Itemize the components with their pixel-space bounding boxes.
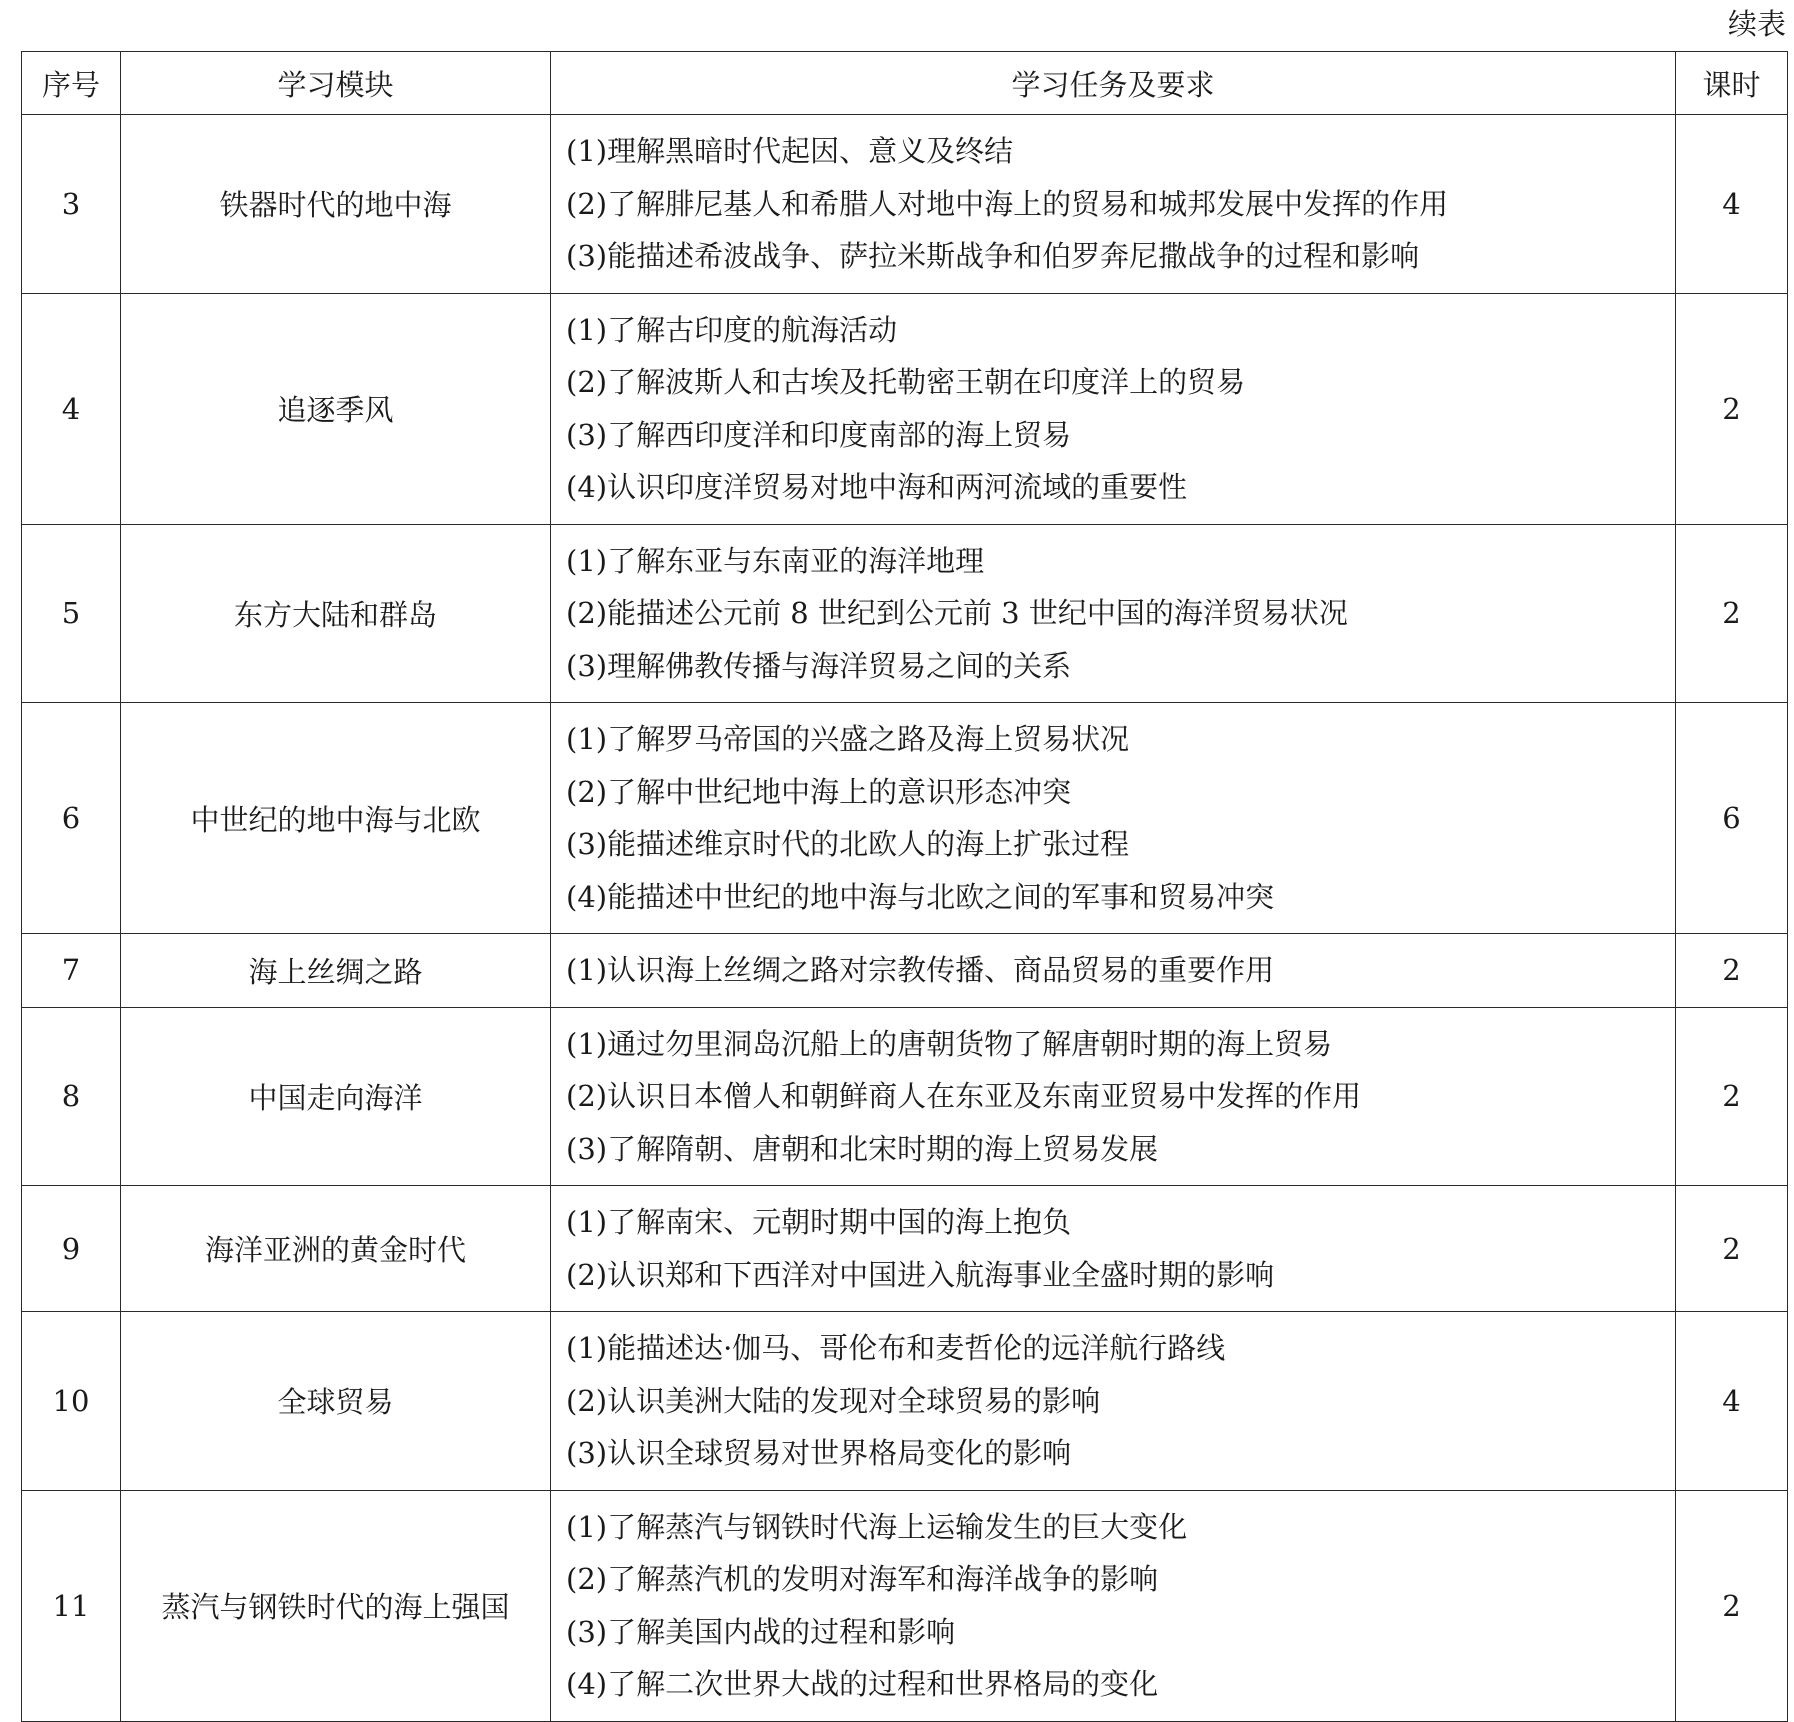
task-requirement-item: (2)了解蒸汽机的发明对海军和海洋战争的影响 [566, 1562, 1159, 1596]
table-row [22, 934, 1788, 1008]
task-requirements-cell [551, 524, 1676, 703]
module-name-cell: 中世纪的地中海与北欧 [121, 703, 551, 934]
table-row [22, 1007, 1788, 1186]
serial-number-cell: 9 [22, 1186, 121, 1312]
task-requirement-item: (1)了解东亚与东南亚的海洋地理 [566, 543, 985, 578]
task-requirement-item: (1)了解古印度的航海活动 [566, 312, 898, 347]
task-requirement-item: (4)认识印度洋贸易对地中海和两河流域的重要性 [566, 470, 1188, 504]
task-requirements-cell [551, 703, 1676, 934]
serial-number-cell: 3 [22, 115, 121, 294]
task-requirement-item: (2)能描述公元前 8 世纪到公元前 3 世纪中国的海洋贸易状况 [566, 596, 1348, 630]
task-requirement-item: (2)了解腓尼基人和希腊人对地中海上的贸易和城邦发展中发挥的作用 [566, 186, 1449, 221]
task-requirement-item: (2)认识郑和下西洋对中国进入航海事业全盛时期的影响 [566, 1257, 1275, 1292]
task-requirement-item: (1)理解黑暗时代起因、意义及终结 [566, 134, 1014, 168]
class-hours-cell: 2 [1676, 1007, 1788, 1186]
task-requirement-item: (3)了解美国内战的过程和影响 [566, 1614, 956, 1649]
serial-number-cell: 5 [22, 524, 121, 703]
class-hours-cell: 6 [1676, 703, 1788, 934]
serial-number-cell: 10 [22, 1312, 121, 1491]
curriculum-table [21, 51, 1788, 1722]
task-requirements-cell [551, 1007, 1676, 1186]
task-requirement-item: (3)理解佛教传播与海洋贸易之间的关系 [566, 648, 1072, 683]
module-name-cell: 东方大陆和群岛 [121, 524, 551, 703]
table-row [22, 524, 1788, 703]
header-class-hours: 课时 [1676, 52, 1788, 115]
class-hours-cell: 4 [1676, 115, 1788, 294]
task-requirements-cell [551, 115, 1676, 294]
class-hours-cell: 4 [1676, 1312, 1788, 1491]
continued-table-label: 续表 [1727, 7, 1786, 41]
table-row [22, 115, 1788, 294]
header-learning-module: 学习模块 [121, 52, 551, 115]
task-requirements-cell [551, 934, 1676, 1008]
task-requirement-item: (1)认识海上丝绸之路对宗教传播、商品贸易的重要作用 [566, 953, 1275, 987]
serial-number-cell: 7 [22, 934, 121, 1008]
task-requirements-cell [551, 293, 1676, 524]
task-requirement-item: (1)通过勿里洞岛沉船上的唐朝货物了解唐朝时期的海上贸易 [566, 1026, 1333, 1061]
table-row [22, 1186, 1788, 1312]
task-requirement-item: (4)能描述中世纪的地中海与北欧之间的军事和贸易冲突 [566, 879, 1275, 914]
task-requirement-item: (2)了解波斯人和古埃及托勒密王朝在印度洋上的贸易 [566, 365, 1246, 399]
table-header-row [22, 52, 1788, 115]
module-name-cell: 海洋亚洲的黄金时代 [121, 1186, 551, 1312]
header-serial-number: 序号 [22, 52, 121, 115]
task-requirement-item: (1)了解南宋、元朝时期中国的海上抱负 [566, 1205, 1072, 1239]
task-requirements-cell [551, 1186, 1676, 1312]
task-requirement-item: (2)了解中世纪地中海上的意识形态冲突 [566, 774, 1072, 809]
serial-number-cell: 8 [22, 1007, 121, 1186]
task-requirement-item: (1)了解蒸汽与钢铁时代海上运输发生的巨大变化 [566, 1509, 1188, 1544]
task-requirement-item: (2)认识日本僧人和朝鲜商人在东亚及东南亚贸易中发挥的作用 [566, 1079, 1362, 1113]
table-row [22, 1490, 1788, 1721]
serial-number-cell: 11 [22, 1490, 121, 1721]
class-hours-cell: 2 [1676, 524, 1788, 703]
task-requirement-item: (3)能描述维京时代的北欧人的海上扩张过程 [566, 827, 1130, 861]
task-requirement-item: (3)了解隋朝、唐朝和北宋时期的海上贸易发展 [566, 1131, 1159, 1166]
task-requirement-item: (3)了解西印度洋和印度南部的海上贸易 [566, 417, 1072, 452]
task-requirement-item: (1)能描述达·伽马、哥伦布和麦哲伦的远洋航行路线 [566, 1331, 1226, 1365]
task-requirement-item: (1)了解罗马帝国的兴盛之路及海上贸易状况 [566, 722, 1130, 756]
serial-number-cell: 4 [22, 293, 121, 524]
class-hours-cell: 2 [1676, 293, 1788, 524]
module-name-cell: 铁器时代的地中海 [121, 115, 551, 294]
class-hours-cell: 2 [1676, 1490, 1788, 1721]
task-requirement-item: (3)认识全球贸易对世界格局变化的影响 [566, 1436, 1072, 1470]
class-hours-cell: 2 [1676, 934, 1788, 1008]
table-row [22, 703, 1788, 934]
table-row [22, 1312, 1788, 1491]
task-requirement-item: (4)了解二次世界大战的过程和世界格局的变化 [566, 1667, 1159, 1701]
class-hours-cell: 2 [1676, 1186, 1788, 1312]
module-name-cell: 蒸汽与钢铁时代的海上强国 [121, 1490, 551, 1721]
task-requirements-cell [551, 1490, 1676, 1721]
module-name-cell: 中国走向海洋 [121, 1007, 551, 1186]
module-name-cell: 追逐季风 [121, 293, 551, 524]
table-row [22, 293, 1788, 524]
task-requirement-item: (3)能描述希波战争、萨拉米斯战争和伯罗奔尼撒战争的过程和影响 [566, 239, 1420, 273]
task-requirement-item: (2)认识美洲大陆的发现对全球贸易的影响 [566, 1383, 1101, 1418]
task-requirements-cell [551, 1312, 1676, 1491]
module-name-cell: 海上丝绸之路 [121, 934, 551, 1008]
header-learning-tasks: 学习任务及要求 [551, 52, 1676, 115]
serial-number-cell: 6 [22, 703, 121, 934]
module-name-cell: 全球贸易 [121, 1312, 551, 1491]
table-body [22, 115, 1788, 1722]
